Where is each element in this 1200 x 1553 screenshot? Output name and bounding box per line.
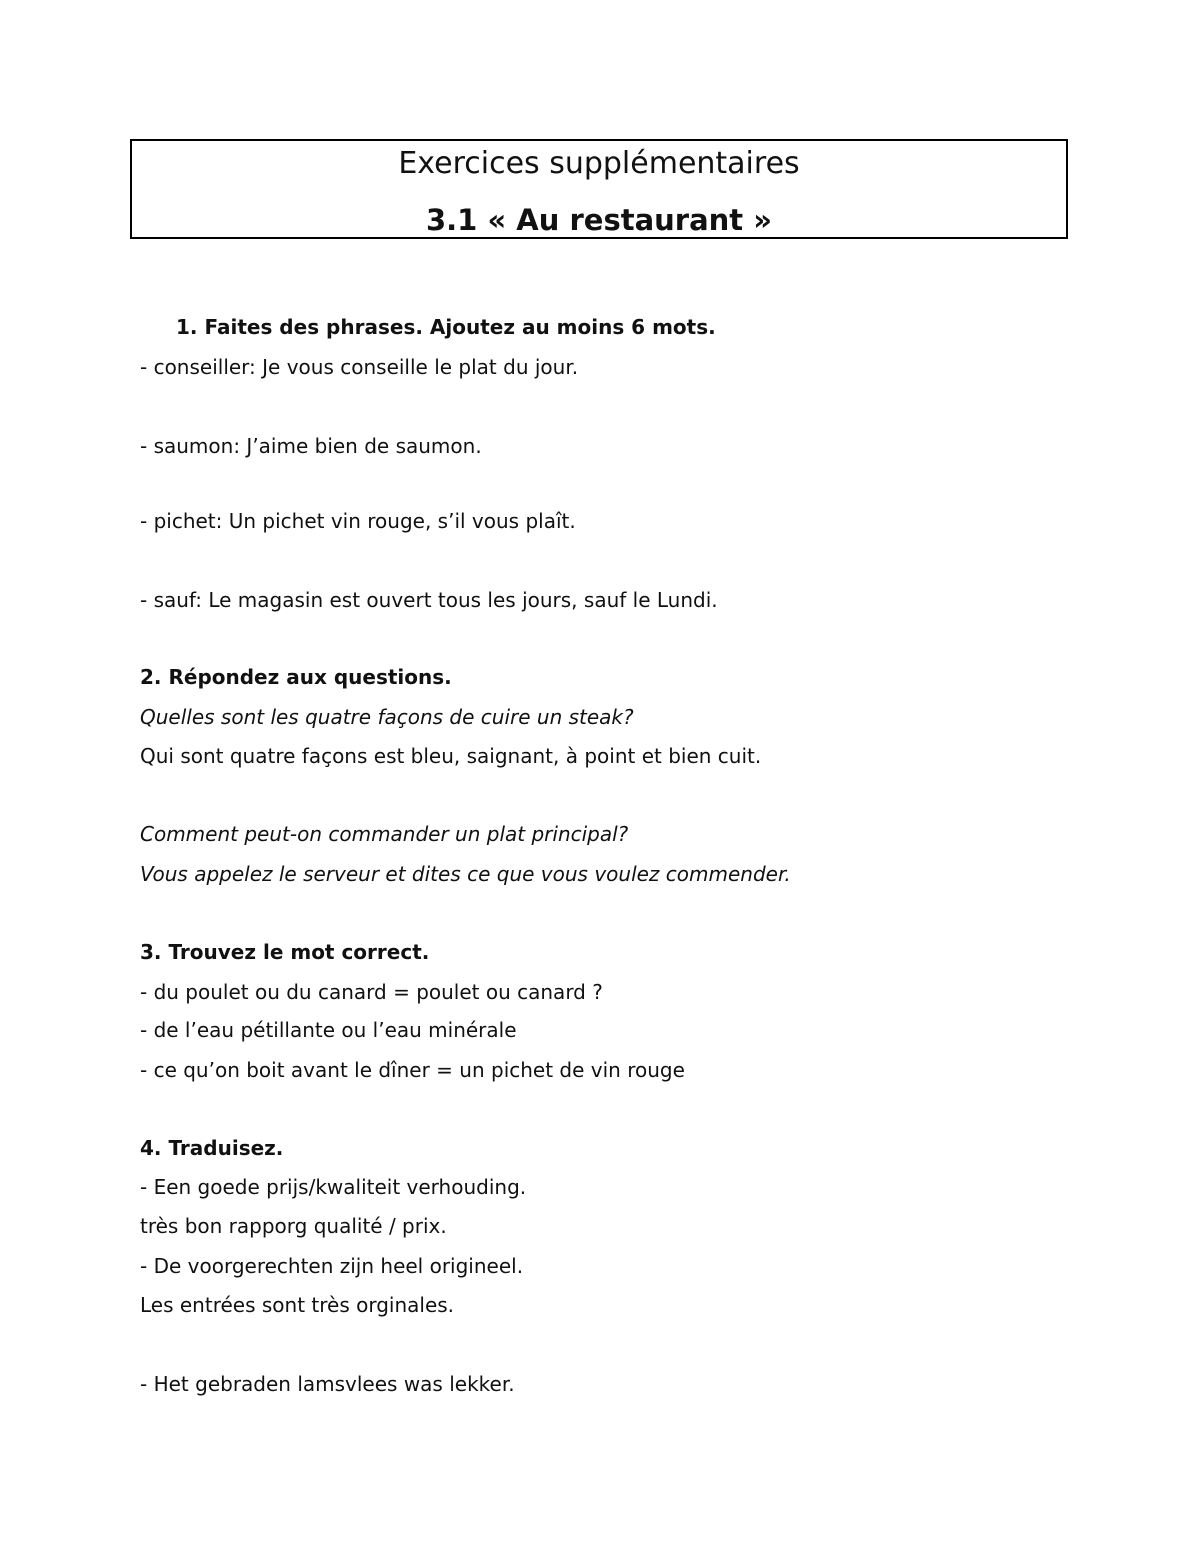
section-2-answer: Vous appelez le serveur et dites ce que vous voulez commender. [140,862,791,886]
section-4-line: très bon rapporg qualité / prix. [140,1214,447,1238]
section-1-item: - saumon: J’aime bien de saumon. [140,434,482,458]
section-3-item: - de l’eau pétillante ou l’eau minérale [140,1018,517,1042]
section-4-line: - Een goede prijs/kwaliteit verhouding. [140,1175,527,1199]
section-4-line: - Het gebraden lamsvlees was lekker. [140,1372,515,1396]
section-2-question: Quelles sont les quatre façons de cuire un steak? [140,705,634,729]
section-4-line: - De voorgerechten zijn heel origineel. [140,1254,524,1278]
section-1-item: - conseiller: Je vous conseille le plat du jour. [140,355,579,379]
section-3-item: - du poulet ou du canard = poulet ou canard ? [140,980,603,1004]
section-4-line: Les entrées sont très orginales. [140,1293,455,1317]
section-1-heading: 1. Faites des phrases. Ajoutez au moins 6 mots. [176,315,716,339]
document-title: Exercices supplémentaires [398,146,800,181]
section-3-item: - ce qu’on boit avant le dîner = un pichet de vin rouge [140,1058,685,1082]
section-2-question: Comment peut-on commander un plat principal? [140,822,629,846]
section-1-item: - sauf: Le magasin est ouvert tous les jours, sauf le Lundi. [140,588,718,612]
document-subtitle: 3.1 « Au restaurant » [425,203,772,237]
section-2-answer: Qui sont quatre façons est bleu, saignant, à point et bien cuit. [140,744,762,768]
section-2-heading: 2. Répondez aux questions. [140,665,452,689]
title-box [130,139,1068,239]
section-1-item: - pichet: Un pichet vin rouge, s’il vous plaît. [140,509,576,533]
section-3-heading: 3. Trouvez le mot correct. [140,940,430,964]
section-4-heading: 4. Traduisez. [140,1136,284,1160]
